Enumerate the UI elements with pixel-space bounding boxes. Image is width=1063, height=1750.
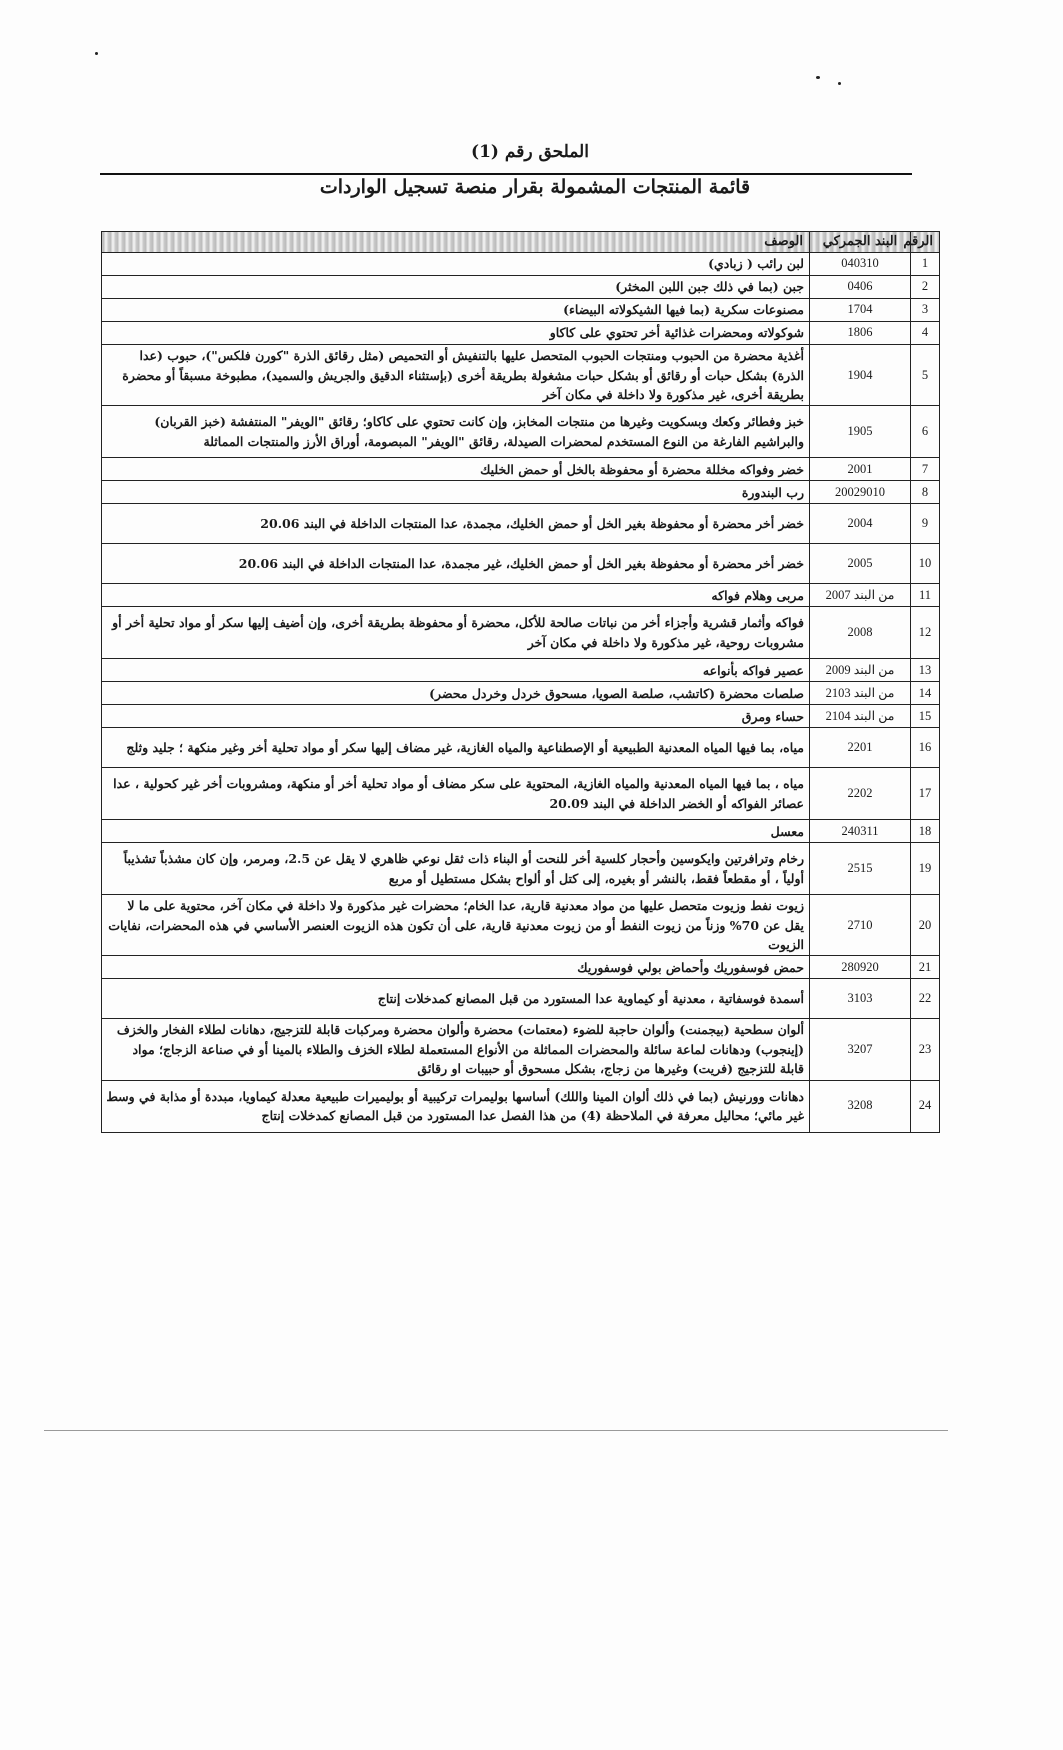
table-row (102, 584, 940, 607)
table-row (102, 956, 940, 979)
table-row (102, 322, 940, 345)
product-description: خضر أخر محضرة أو محفوظة بغير الخل أو حمض الخليك، مجمدة، عدا المنتجات الداخلة في البند 20.06 (102, 504, 810, 544)
tariff-code: 1806 (810, 322, 911, 345)
row-number: 5 (911, 345, 940, 406)
tariff-code: 1904 (810, 345, 911, 406)
table-row (102, 659, 940, 682)
tariff-code: 2005 (810, 544, 911, 584)
table-row (102, 1019, 940, 1080)
table-row (102, 728, 940, 768)
row-number: 24 (911, 1080, 940, 1132)
products-table (101, 231, 940, 1133)
table-row (102, 481, 940, 504)
title-underline (100, 173, 912, 175)
table-row (102, 544, 940, 584)
scan-speck (95, 52, 98, 55)
table-row (102, 607, 940, 659)
row-number: 12 (911, 607, 940, 659)
product-description: خضر أخر محضرة أو محفوظة بغير الخل أو حمض الخليك، غير مجمدة، عدا المنتجات الداخلة في البند 20.06 (102, 544, 810, 584)
tariff-code: 2001 (810, 458, 911, 481)
column-header-description: الوصف (102, 232, 810, 253)
row-number: 9 (911, 504, 940, 544)
tariff-code: 20029010 (810, 481, 911, 504)
product-description: خضر وفواكه مخللة محضرة أو محفوظة بالخل أو حمض الخليك (102, 458, 810, 481)
table-row (102, 299, 940, 322)
tariff-code: 040310 (810, 253, 911, 276)
table-body (102, 253, 940, 1132)
table-row (102, 504, 940, 544)
tariff-code: 2515 (810, 843, 911, 895)
product-description: جبن (بما في ذلك جبن اللبن المخثر) (102, 276, 810, 299)
row-number: 13 (911, 659, 940, 682)
table-row (102, 895, 940, 956)
tariff-code: من البند 2103 (810, 682, 911, 705)
row-number: 17 (911, 768, 940, 820)
product-description: زيوت نفط وزيوت متحصل عليها من مواد معدنية قارية، عدا الخام؛ محضرات غير مذكورة ولا داخلة في مكان آخر، محتوية على ما لا يقل عن 70% وزناً من زيوت النفط أو من زيوت معدنية قارية، على أن تكون هذه الزيوت العنصر الأساسي في هذه المحضرات، نفايات الزيوت (102, 895, 810, 956)
row-number: 16 (911, 728, 940, 768)
table-row (102, 705, 940, 728)
table-row (102, 979, 940, 1019)
scan-speck (838, 82, 841, 85)
table-row (102, 406, 940, 458)
product-description: أسمدة فوسفاتية ، معدنية أو كيماوية عدا المستورد من قبل المصانع كمدخلات إنتاج (102, 979, 810, 1019)
row-number: 10 (911, 544, 940, 584)
tariff-code: من البند 2104 (810, 705, 911, 728)
row-number: 2 (911, 276, 940, 299)
tariff-code: 240311 (810, 820, 911, 843)
product-description: حمض فوسفوريك وأحماض بولي فوسفوريك (102, 956, 810, 979)
product-description: رب البندورة (102, 481, 810, 504)
row-number: 1 (911, 253, 940, 276)
document-title: الملحق رقم (1) (471, 142, 589, 162)
tariff-code: 2004 (810, 504, 911, 544)
tariff-code: 1905 (810, 406, 911, 458)
table-row (102, 682, 940, 705)
product-description: رخام وترافرتين وايكوسين وأحجار كلسية أخر للنحت أو البناء ذات ثقل نوعي ظاهري لا يقل عن 2.5، ومرمر، وإن كان مشذباً تشذيباً أولياً ، أو مقطعاً فقط، بالنشر أو بغيره، إلى كتل أو ألواح بشكل مستطيل أو مربع (102, 843, 810, 895)
tariff-code: 1704 (810, 299, 911, 322)
row-number: 15 (911, 705, 940, 728)
tariff-code: 280920 (810, 956, 911, 979)
table-row (102, 276, 940, 299)
table-row (102, 768, 940, 820)
tariff-code: 3208 (810, 1080, 911, 1132)
document-subtitle: قائمة المنتجات المشمولة بقرار منصة تسجيل الواردات (319, 176, 751, 198)
row-number: 18 (911, 820, 940, 843)
tariff-code: من البند 2007 (810, 584, 911, 607)
product-description: مياه، بما فيها المياه المعدنية الطبيعية أو الإصطناعية والمياه الغازية، غير مضاف إليها سكر أو مواد تحلية أخر وغير منكهة ؛ جليد وثلج (102, 728, 810, 768)
product-description: دهانات وورنيش (بما في ذلك ألوان المينا واللك) أساسها بوليمرات تركيبية أو بوليميرات طبيعية معدلة كيماويا، مبددة أو مذابة في وسط غير مائي؛ محاليل معرفة في الملاحظة (4) من هذا الفصل عدا المستورد من قبل المصانع كمدخلات إنتاج (102, 1080, 810, 1132)
product-description: معسل (102, 820, 810, 843)
row-number: 6 (911, 406, 940, 458)
product-description: حساء ومرق (102, 705, 810, 728)
tariff-code: 2008 (810, 607, 911, 659)
row-number: 14 (911, 682, 940, 705)
row-number: 19 (911, 843, 940, 895)
product-description: أغذية محضرة من الحبوب ومنتجات الحبوب المتحصل عليها بالتنفيش أو التحميص (مثل رقائق الذرة "كورن فلكس")، حبوب (عدا الذرة) بشكل حبات أو رقائق أو بشكل حبات مشغولة بطريقة أخرى (بإستثناء الدقيق والجريش والسميد)، مطبوخة مسبقاً أو محضرة بطريقة أخرى، غير مذكورة ولا داخلة في مكان آخر (102, 345, 810, 406)
scan-edge-line (44, 1430, 948, 1431)
product-description: شوكولاته ومحضرات غذائية أخر تحتوي على كاكاو (102, 322, 810, 345)
table-row (102, 820, 940, 843)
table-row (102, 345, 940, 406)
row-number: 4 (911, 322, 940, 345)
product-description: لبن رائب ( زبادي) (102, 253, 810, 276)
tariff-code: 2202 (810, 768, 911, 820)
product-description: خبز وفطائر وكعك وبسكويت وغيرها من منتجات المخابز، وإن كانت تحتوي على كاكاو؛ رقائق "الويفر" المنتفشة (خبز القربان) والبراشيم الفارغة من النوع المستخدم لمحضرات الصيدلة، رقائق "الويفر" المبصومة، أوراق الأرز والمنتجات المماثلة (102, 406, 810, 458)
product-description: مصنوعات سكرية (بما فيها الشيكولاته البيضاء) (102, 299, 810, 322)
product-description: مياه ، بما فيها المياه المعدنية والمياه الغازية، المحتوية على سكر مضاف أو مواد تحلية أخر أو منكهة، ومشروبات أخر غير كحولية ، عدا عصائر الفواكه أو الخضر الداخلة في البند 20.09 (102, 768, 810, 820)
scan-speck (816, 76, 820, 79)
row-number: 21 (911, 956, 940, 979)
tariff-code: 2201 (810, 728, 911, 768)
table-row (102, 1080, 940, 1132)
product-description: مربى وهلام فواكه (102, 584, 810, 607)
table-row (102, 253, 940, 276)
product-description: ألوان سطحية (بيجمنت) وألوان حاجبة للضوء (معتمات) محضرة وألوان محضرة ومركبات قابلة للتزجيج، دهانات لطلاء الفخار والخزف (إينجوب) ودهانات لماعة سائلة والمحضرات المماثلة من الأنواع المستعملة لطلاء الخزف والطلاء بالمينا أو في صناعة الزجاج؛ مواد قابلة للتزجيج (فريت) وغيرها من زجاج، بشكل مسحوق أو حبيبات او رقائق (102, 1019, 810, 1080)
tariff-code: 3207 (810, 1019, 911, 1080)
product-description: فواكه وأثمار قشرية وأجزاء أخر من نباتات صالحة للأكل، محضرة أو محفوظة بطريقة أخرى، وإن أضيف إليها سكر أو مواد تحلية أخر أو مشروبات روحية، غير مذكورة ولا داخلة في مكان آخر (102, 607, 810, 659)
tariff-code: 0406 (810, 276, 911, 299)
row-number: 11 (911, 584, 940, 607)
column-header-code: البند الجمركي (810, 232, 911, 253)
row-number: 23 (911, 1019, 940, 1080)
product-description: عصير فواكه بأنواعه (102, 659, 810, 682)
tariff-code: 3103 (810, 979, 911, 1019)
table-row (102, 458, 940, 481)
column-header-number: الرقم (911, 232, 940, 253)
tariff-code: من البند 2009 (810, 659, 911, 682)
product-description: صلصات محضرة (كاتشب، صلصة الصويا، مسحوق خردل وخردل محضر) (102, 682, 810, 705)
row-number: 3 (911, 299, 940, 322)
table-row (102, 843, 940, 895)
row-number: 22 (911, 979, 940, 1019)
row-number: 20 (911, 895, 940, 956)
row-number: 7 (911, 458, 940, 481)
row-number: 8 (911, 481, 940, 504)
tariff-code: 2710 (810, 895, 911, 956)
table-header-row (102, 232, 940, 253)
